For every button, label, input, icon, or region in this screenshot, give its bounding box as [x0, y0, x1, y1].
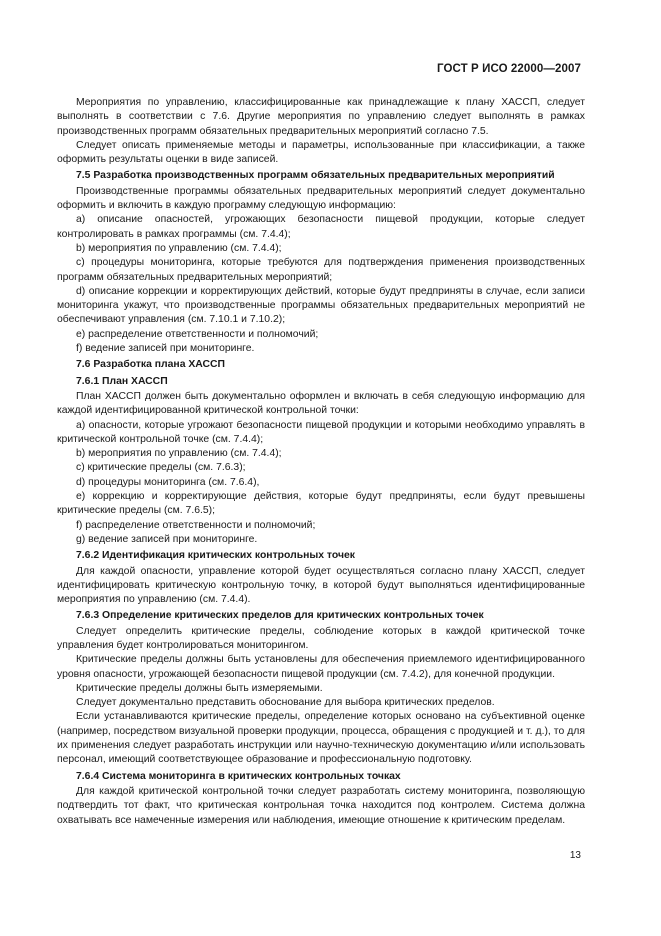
section-heading: 7.6.3 Определение критических пределов для критических контрольных точек	[76, 610, 484, 622]
paragraph: Критические пределы должны быть установлены для обеспечения приемлемого идентифицированного уровня опасности, угрожающей безопасности пищевой продукции (см. 7.4.2), для конечной продукции.	[57, 654, 585, 680]
paragraph: c) критические пределы (см. 7.6.3);	[76, 462, 246, 474]
section-heading: 7.5 Разработка производственных программ обязательных предварительных мероприятий	[76, 170, 555, 182]
section-heading: 7.6 Разработка плана ХАССП	[76, 359, 226, 371]
section-heading: 7.6.4 Система мониторинга в критических контрольных точках	[76, 770, 401, 782]
document-header: ГОСТ Р ИСО 22000—2007	[436, 63, 581, 75]
paragraph: e) распределение ответственности и полномочий;	[76, 328, 319, 340]
paragraph: Следует документально представить обоснование для выбора критических пределов.	[76, 697, 495, 709]
paragraph: Критические пределы должны быть измеряемыми.	[76, 682, 323, 694]
paragraph: Мероприятия по управлению, классифицированные как принадлежащие к плану ХАССП, следует выполнять в соответствии с 7.6. Другие мероприятия по управлению следует выполнять в рамках производственных программ обязательных предварительных мероприятий согласно 7.5.	[57, 97, 585, 137]
paragraph: Следует определить критические пределы, соблюдение которых в каждой критической точке управления будет контролироваться мониторингом.	[57, 625, 585, 651]
paragraph: c) процедуры мониторинга, которые требуются для подтверждения применения производственных программ обязательных предварительных мероприятий;	[57, 257, 585, 283]
paragraph: a) опасности, которые угрожают безопасности пищевой продукции и которыми необходимо управлять в критической контрольной точке (см. 7.4.4);	[57, 419, 585, 445]
section-heading: 7.6.2 Идентификация критических контрольных точек	[76, 550, 355, 562]
paragraph: f) распределение ответственности и полномочий;	[76, 519, 316, 531]
page-number: 13	[569, 850, 581, 861]
paragraph: Следует описать применяемые методы и параметры, использованные при классификации, а также оформить результаты оценки в виде записей.	[57, 139, 585, 166]
paragraph: Для каждой критической контрольной точки следует разработать систему мониторинга, позволяющую подтвердить тот факт, что критическая контрольная точка находится под контролем. Система должна охватывать все намеченные измерения или наблюдения, имеющие отношение к критическим пределам.	[57, 785, 585, 826]
paragraph: Производственные программы обязательных предварительных мероприятий следует документально оформить и включить в каждую программу следующую информацию:	[57, 185, 585, 212]
paragraph: b) мероприятия по управлению (см. 7.4.4);	[76, 448, 282, 460]
paragraph: g) ведение записей при мониторинге.	[76, 533, 258, 545]
paragraph: d) описание коррекции и корректирующих действий, которые будут предприняты в случае, если записи мониторинга укажут, что производственные программы обязательных предварительных мероприятий не обеспечивают управления (см. 7.10.1 и 7.10.2);	[57, 285, 585, 326]
paragraph: Если устанавливаются критические пределы, определение которых основано на субъективной оценке (например, посредством визуальной проверки продукции, процесса, обращения с продукцией и т. д.), то для их применения следует разработать инструкции или научно-техническую документацию и/или использовать персонал, имеющий соответствующее образование и профессиональную подготовку.	[57, 711, 585, 766]
paragraph: e) коррекцию и корректирующие действия, которые будут предприняты, если будут превышены критические пределы (см. 7.6.5);	[57, 491, 585, 517]
paragraph: Для каждой опасности, управление которой будет осуществляться согласно плану ХАССП, следует идентифицировать критическую контрольную точку, в которой будут выполняться идентифицированные мероприятия по управлению (см. 7.4.4).	[57, 565, 585, 606]
paragraph: d) процедуры мониторинга (см. 7.6.4),	[76, 476, 260, 488]
paragraph: a) описание опасностей, угрожающих безопасности пищевой продукции, которые следует контролировать в рамках программы (см. 7.4.4);	[57, 214, 585, 240]
paragraph: b) мероприятия по управлению (см. 7.4.4);	[76, 242, 282, 254]
document-body	[57, 96, 585, 828]
paragraph: f) ведение записей при мониторинге.	[76, 343, 255, 355]
section-heading: 7.6.1 План ХАССП	[76, 375, 168, 387]
paragraph: План ХАССП должен быть документально оформлен и включать в себя следующую информацию для каждой идентифицированной критической контрольной точки:	[57, 390, 585, 417]
